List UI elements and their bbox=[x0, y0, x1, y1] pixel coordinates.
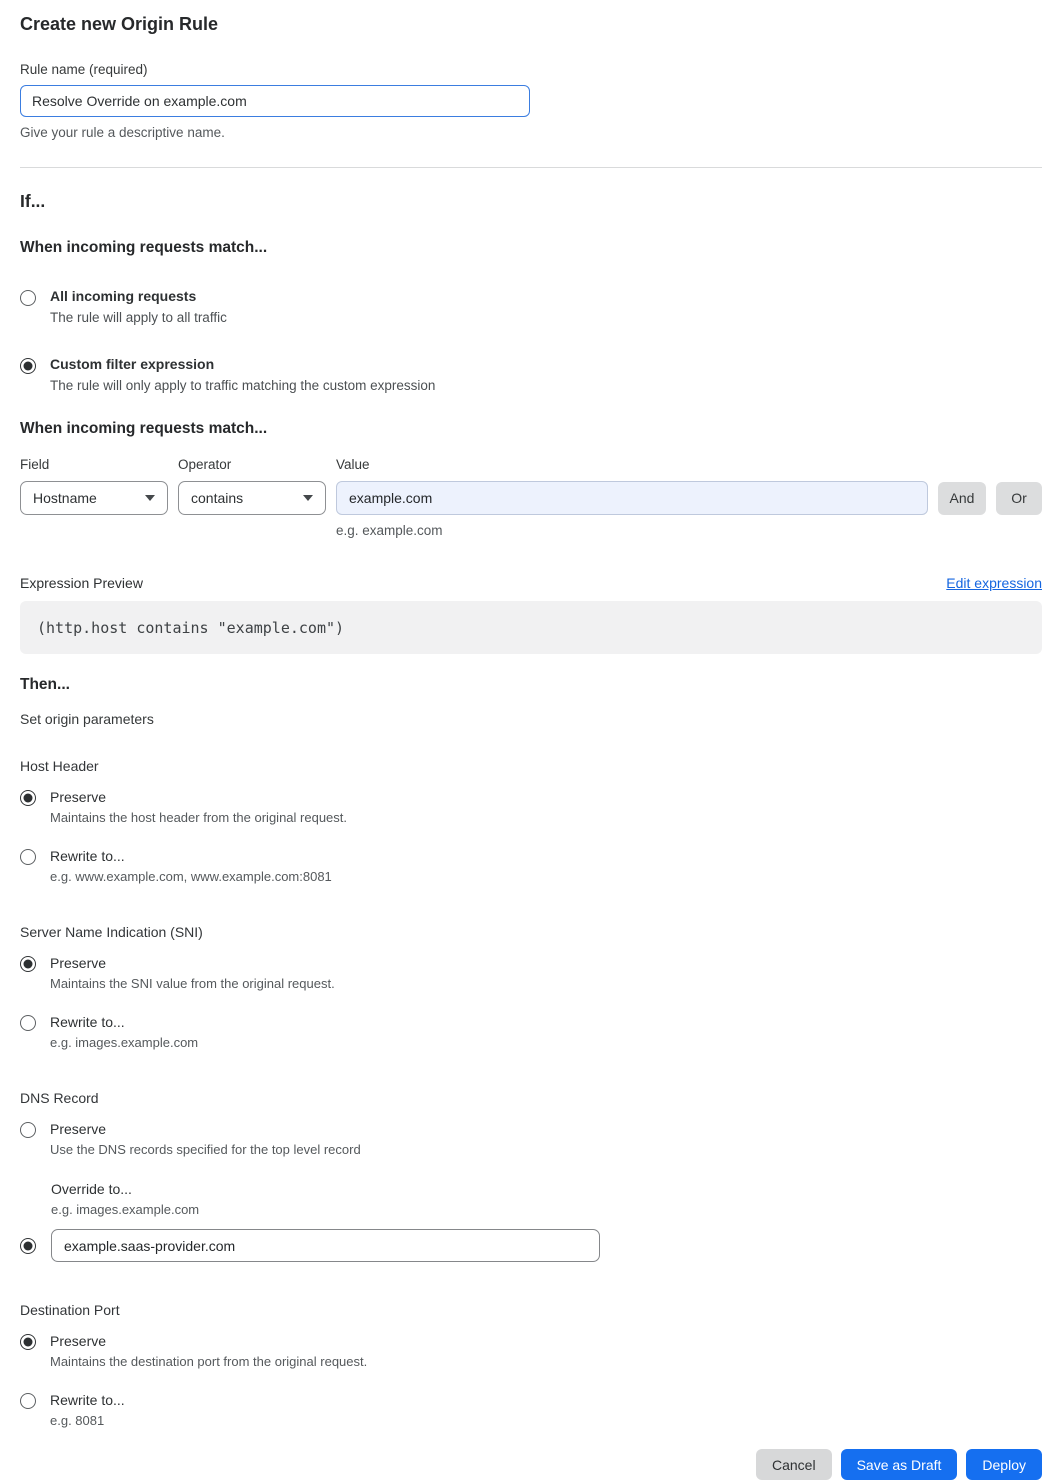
radio-sni-preserve[interactable] bbox=[20, 956, 36, 972]
then-subheading: Set origin parameters bbox=[20, 711, 154, 727]
or-button[interactable]: Or bbox=[996, 482, 1042, 515]
group-title: DNS Record bbox=[20, 1090, 99, 1106]
option-body bbox=[50, 1014, 198, 1050]
option-body bbox=[50, 1121, 361, 1157]
option-body bbox=[50, 1333, 367, 1369]
option-body bbox=[50, 1392, 125, 1428]
option-label: Preserve bbox=[50, 789, 107, 805]
expression-preview-box bbox=[20, 601, 1042, 654]
field-select[interactable] bbox=[20, 481, 168, 515]
operator-select[interactable] bbox=[178, 481, 326, 515]
group-dns-record bbox=[20, 1090, 1042, 1262]
and-button[interactable]: And bbox=[938, 482, 986, 515]
expression-code: (http.host contains "example.com") bbox=[37, 618, 345, 637]
field-label: Field bbox=[20, 457, 50, 472]
if-section bbox=[20, 191, 1042, 393]
edit-expression-link[interactable]: Edit expression bbox=[946, 575, 1042, 591]
option-body bbox=[50, 789, 347, 825]
option-dns-preserve[interactable] bbox=[20, 1121, 1042, 1157]
group-title: Destination Port bbox=[20, 1302, 120, 1318]
option-label: Rewrite to... bbox=[50, 1014, 125, 1030]
option-description: e.g. www.example.com, www.example.com:8081 bbox=[50, 869, 332, 884]
option-host-header-preserve[interactable] bbox=[20, 789, 1042, 825]
form-actions bbox=[20, 1449, 1042, 1480]
radio-port-preserve[interactable] bbox=[20, 1334, 36, 1350]
expression-builder-heading: When incoming requests match... bbox=[20, 420, 268, 437]
radio-dns-preserve[interactable] bbox=[20, 1122, 36, 1138]
option-label: Preserve bbox=[50, 1121, 107, 1137]
option-description: The rule will apply to all traffic bbox=[50, 310, 227, 325]
chevron-down-icon bbox=[145, 495, 155, 501]
option-sni-rewrite[interactable] bbox=[20, 1014, 1042, 1050]
page-title: Create new Origin Rule bbox=[20, 14, 219, 34]
value-input[interactable] bbox=[336, 481, 928, 515]
expression-preview-header bbox=[20, 575, 1042, 591]
field-select-value: Hostname bbox=[33, 490, 97, 506]
option-description: e.g. images.example.com bbox=[50, 1035, 199, 1050]
option-label: Custom filter expression bbox=[50, 356, 215, 372]
expression-preview-label: Expression Preview bbox=[20, 575, 143, 591]
option-body bbox=[50, 848, 332, 884]
radio-host-header-preserve[interactable] bbox=[20, 790, 36, 806]
option-label: Rewrite to... bbox=[50, 1392, 125, 1408]
dns-override-input[interactable] bbox=[51, 1229, 600, 1262]
option-port-rewrite[interactable] bbox=[20, 1392, 1042, 1428]
option-dns-override bbox=[20, 1181, 1042, 1262]
option-label: Preserve bbox=[50, 1333, 107, 1349]
option-body bbox=[50, 356, 435, 393]
radio-host-header-rewrite[interactable] bbox=[20, 849, 36, 865]
option-description: Use the DNS records specified for the top level record bbox=[50, 1142, 361, 1157]
if-heading: If... bbox=[20, 191, 46, 211]
rule-name-input[interactable] bbox=[20, 85, 530, 117]
radio-sni-rewrite[interactable] bbox=[20, 1015, 36, 1031]
value-label: Value bbox=[336, 457, 370, 472]
rule-name-help: Give your rule a descriptive name. bbox=[20, 125, 225, 140]
option-label: Rewrite to... bbox=[50, 848, 125, 864]
cancel-button[interactable]: Cancel bbox=[756, 1449, 832, 1480]
option-all-incoming-requests[interactable] bbox=[20, 288, 1042, 325]
option-description: Maintains the SNI value from the original request. bbox=[50, 976, 335, 991]
option-host-header-rewrite[interactable] bbox=[20, 848, 1042, 884]
option-description: e.g. images.example.com bbox=[51, 1202, 200, 1217]
rule-name-label: Rule name (required) bbox=[20, 62, 148, 77]
deploy-button[interactable]: Deploy bbox=[966, 1449, 1042, 1480]
option-label: Preserve bbox=[50, 955, 107, 971]
option-description: Maintains the destination port from the original request. bbox=[50, 1354, 368, 1369]
radio-port-rewrite[interactable] bbox=[20, 1393, 36, 1409]
value-help: e.g. example.com bbox=[336, 523, 443, 538]
option-label: Override to... bbox=[51, 1181, 132, 1197]
option-custom-filter-expression[interactable] bbox=[20, 356, 1042, 393]
dns-override-row bbox=[20, 1229, 1042, 1262]
group-sni bbox=[20, 924, 1042, 1050]
save-as-draft-button[interactable]: Save as Draft bbox=[841, 1449, 958, 1480]
chevron-down-icon bbox=[303, 495, 313, 501]
group-title: Server Name Indication (SNI) bbox=[20, 924, 203, 940]
option-body bbox=[50, 288, 227, 325]
if-subheading: When incoming requests match... bbox=[20, 239, 268, 256]
group-title: Host Header bbox=[20, 758, 99, 774]
option-label: All incoming requests bbox=[50, 288, 197, 304]
operator-select-value: contains bbox=[191, 490, 244, 506]
radio-all-incoming-requests[interactable] bbox=[20, 290, 36, 306]
group-host-header bbox=[20, 758, 1042, 884]
option-description: e.g. 8081 bbox=[50, 1413, 105, 1428]
expression-builder bbox=[20, 457, 1042, 538]
option-description: The rule will only apply to traffic matching the custom expression bbox=[50, 378, 436, 393]
radio-dns-override[interactable] bbox=[20, 1238, 36, 1254]
operator-label: Operator bbox=[178, 457, 232, 472]
then-heading: Then... bbox=[20, 676, 70, 693]
section-divider bbox=[20, 167, 1042, 168]
option-description: Maintains the host header from the original request. bbox=[50, 810, 348, 825]
option-sni-preserve[interactable] bbox=[20, 955, 1042, 991]
group-destination-port bbox=[20, 1302, 1042, 1428]
option-port-preserve[interactable] bbox=[20, 1333, 1042, 1369]
option-body bbox=[50, 955, 335, 991]
radio-custom-filter-expression[interactable] bbox=[20, 358, 36, 374]
